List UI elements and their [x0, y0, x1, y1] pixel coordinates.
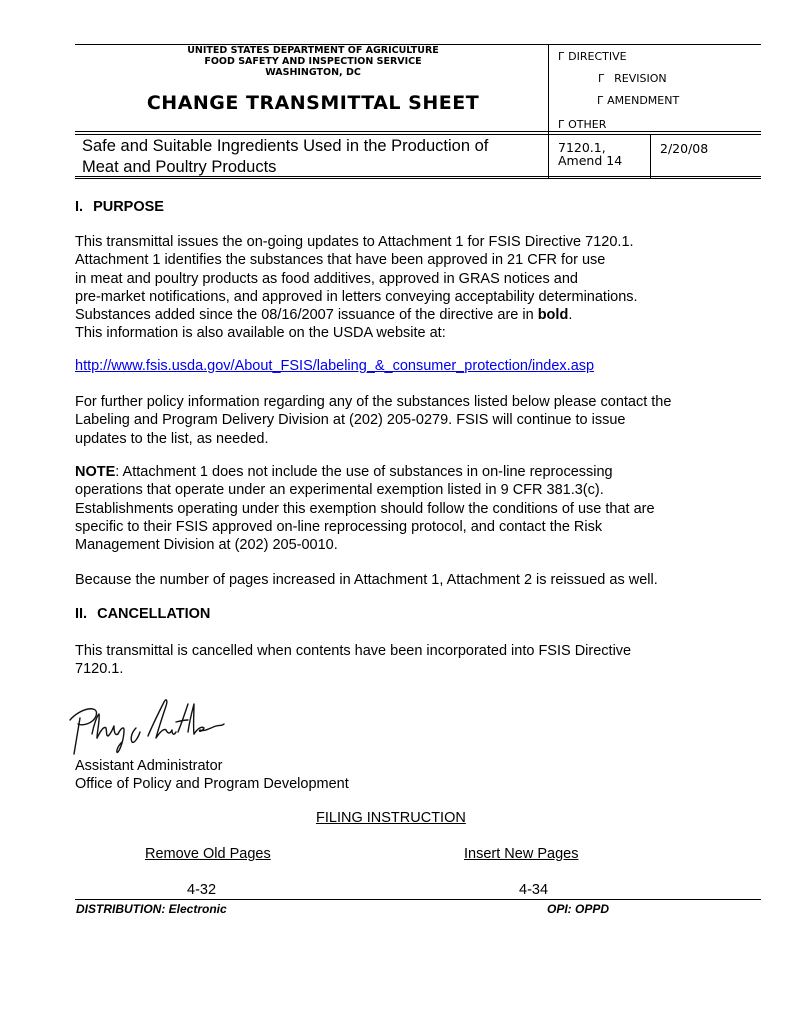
revision-checkbox-option[interactable]	[598, 72, 667, 85]
text-line	[75, 306, 725, 324]
directive-label: DIRECTIVE	[568, 50, 627, 63]
text-line: pre-market notifications, and approved in letters conveying acceptability determinations.	[75, 288, 638, 305]
handwritten-signature	[66, 688, 246, 760]
purpose-heading-label: PURPOSE	[93, 199, 164, 215]
remove-old-pages-label: Remove Old Pages	[145, 846, 271, 862]
directive-checkbox-option[interactable]	[558, 50, 627, 63]
distribution-label: DISTRIBUTION: Electronic	[76, 902, 227, 916]
text-line: Attachment 1 identifies the substances that have been approved in 21 CFR for use	[75, 252, 606, 269]
insert-new-pages-label: Insert New Pages	[464, 846, 579, 862]
text-line: Management Division at (202) 205-0010.	[75, 537, 338, 554]
agency-name-line1: UNITED STATES DEPARTMENT OF AGRICULTURE	[187, 45, 439, 56]
checkbox-icon: Γ	[558, 50, 565, 63]
text-segment: .	[568, 307, 573, 324]
purpose-paragraph-1	[75, 233, 725, 343]
checkbox-icon: Γ	[558, 118, 565, 131]
bold-word: bold	[537, 307, 569, 324]
purpose-paragraph-2	[75, 393, 725, 448]
text-line: 7120.1.	[75, 661, 124, 678]
cancellation-heading-number: II.	[75, 606, 88, 622]
page-title: CHANGE TRANSMITTAL SHEET	[146, 92, 480, 114]
directive-number-line-1: 7120.1,	[558, 140, 606, 155]
note-paragraph	[75, 463, 725, 554]
directive-number-line-2: Amend 14	[558, 153, 623, 168]
filing-instruction-heading: FILING INSTRUCTION	[316, 810, 466, 826]
usda-website-link[interactable]: http://www.fsis.usda.gov/About_FSIS/labeling_&_consumer_protection/index.asp	[75, 358, 595, 374]
text-line: This transmittal is cancelled when contents have been incorporated into FSIS Directive	[75, 643, 632, 659]
note-label: NOTE	[75, 464, 116, 480]
agency-name-line2: FOOD SAFETY AND INSPECTION SERVICE	[204, 56, 422, 67]
directive-number	[558, 141, 622, 167]
directive-date: 2/20/08	[660, 141, 709, 156]
signer-title: Assistant Administrator	[75, 758, 223, 774]
agency-location: WASHINGTON, DC	[265, 67, 361, 78]
checkbox-icon: Γ	[598, 72, 605, 85]
insert-pages-value: 4-34	[519, 882, 549, 898]
text-segment: : Attachment 1 does not include the use of substances in on-line reprocessing	[115, 464, 613, 480]
text-line: in meat and poultry products as food additives, approved in GRAS notices and	[75, 270, 578, 287]
cancellation-heading	[75, 606, 210, 622]
text-line: For further policy information regarding any of the substances listed below please contact the	[75, 394, 672, 410]
text-line: updates to the list, as needed.	[75, 430, 269, 447]
text-line	[75, 463, 725, 481]
amendment-checkbox-option[interactable]	[597, 94, 679, 107]
text-line: Labeling and Program Delivery Division at (202) 205-0279. FSIS will continue to issue	[75, 412, 626, 429]
subject-line-2: Meat and Poultry Products	[82, 158, 277, 176]
text-line: This information is also available on the USDA website at:	[75, 325, 446, 342]
text-line: Establishments operating under this exemption should follow the conditions of use that are	[75, 500, 655, 517]
cancellation-paragraph	[75, 642, 725, 679]
text-line: This transmittal issues the on-going updates to Attachment 1 for FSIS Directive 7120.1.	[75, 234, 634, 250]
purpose-heading	[75, 199, 164, 215]
purpose-paragraph-4	[75, 571, 725, 589]
footer-divider	[75, 899, 761, 900]
signer-office: Office of Policy and Program Development	[75, 776, 349, 793]
subject-line-1: Safe and Suitable Ingredients Used in the Production of	[82, 137, 489, 155]
checkbox-icon: Γ	[597, 94, 604, 107]
other-checkbox-option[interactable]	[558, 118, 606, 131]
other-label: OTHER	[568, 118, 607, 131]
text-line: operations that operate under an experimental exemption listed in 9 CFR 381.3(c).	[75, 482, 604, 499]
opi-label: OPI: OPPD	[547, 902, 610, 916]
remove-pages-value: 4-32	[187, 882, 217, 898]
usda-website-link-line	[75, 357, 725, 375]
text-line: specific to their FSIS approved on-line reprocessing protocol, and contact the Risk	[75, 518, 603, 535]
purpose-heading-number: I.	[75, 199, 84, 215]
text-line: Because the number of pages increased in Attachment 1, Attachment 2 is reissued as well.	[75, 572, 658, 588]
amendment-label: AMENDMENT	[607, 94, 680, 107]
subject-title	[82, 136, 542, 178]
text-segment: Substances added since the 08/16/2007 issuance of the directive are in	[75, 307, 538, 324]
revision-label: REVISION	[614, 72, 667, 85]
cancellation-heading-label: CANCELLATION	[97, 606, 211, 622]
signature-block	[75, 757, 725, 794]
